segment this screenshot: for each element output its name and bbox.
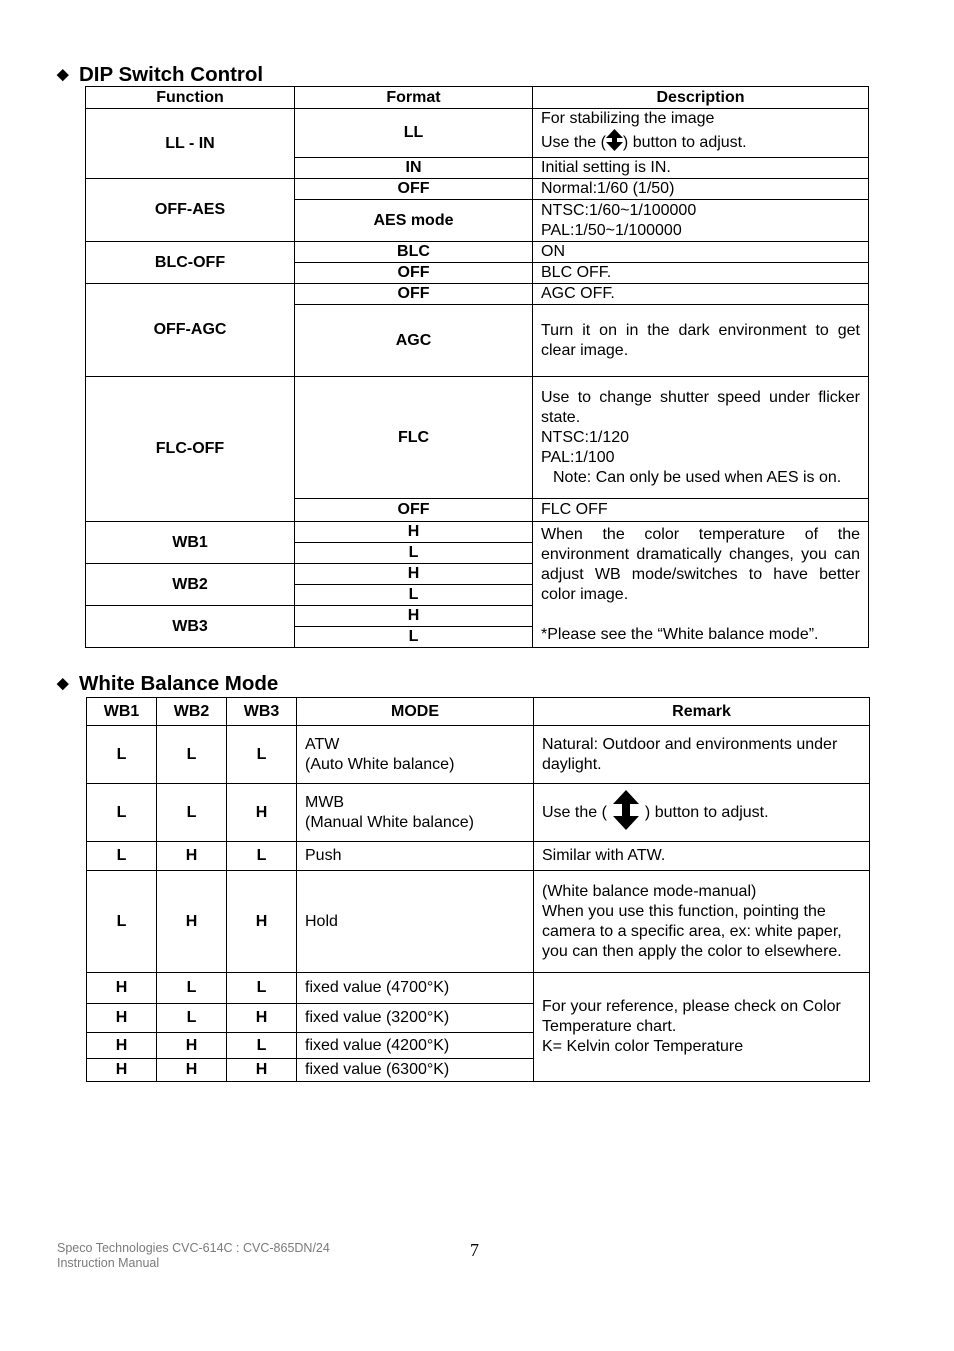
header-mode: MODE bbox=[297, 698, 534, 726]
remark-a: Use the ( bbox=[542, 803, 607, 821]
format-wb1-l: L bbox=[295, 543, 533, 564]
mode-desc: (Auto White balance) bbox=[305, 755, 455, 773]
cell-mode: fixed value (4700°K) bbox=[297, 973, 534, 1004]
dip-title-text: DIP Switch Control bbox=[79, 63, 264, 86]
header-remark: Remark bbox=[534, 698, 870, 726]
format-aes-mode: AES mode bbox=[295, 200, 533, 242]
desc-aes-pal: PAL:1/50~1/100000 bbox=[541, 221, 682, 239]
format-agc-off: OFF bbox=[295, 284, 533, 305]
function-off-agc: OFF-AGC bbox=[86, 284, 295, 377]
mode-name: MWB bbox=[305, 793, 345, 811]
cell-remark: Natural: Outdoor and environments under daylight. bbox=[534, 726, 870, 784]
cell-wb3: L bbox=[227, 1033, 297, 1059]
cell-wb3: L bbox=[227, 973, 297, 1004]
dip-section-title bbox=[57, 63, 263, 87]
cell-mode bbox=[297, 726, 534, 784]
desc-aes-mode bbox=[533, 200, 869, 242]
format-wb1-h: H bbox=[295, 522, 533, 543]
cell-wb3: H bbox=[227, 784, 297, 842]
table-row bbox=[87, 842, 870, 871]
table-row bbox=[87, 726, 870, 784]
desc-flc-line3: PAL:1/100 bbox=[541, 448, 615, 466]
wbm-section-title bbox=[57, 672, 278, 696]
cell-wb1: L bbox=[87, 871, 157, 973]
remark-fixed-line1: For your reference, please check on Color Temperature chart. bbox=[542, 998, 841, 1035]
cell-mode: fixed value (4200°K) bbox=[297, 1033, 534, 1059]
remark-b: ) button to adjust. bbox=[644, 803, 769, 821]
desc-ll-line2 bbox=[541, 129, 860, 157]
desc-ll bbox=[533, 109, 869, 158]
cell-wb1: H bbox=[87, 973, 157, 1004]
footer-company: Speco Technologies CVC-614C : CVC-865DN/24 bbox=[57, 1241, 330, 1255]
table-row bbox=[87, 973, 870, 1004]
desc-flc-line2: NTSC:1/120 bbox=[541, 428, 630, 446]
format-wb3-l: L bbox=[295, 627, 533, 648]
format-agc: AGC bbox=[295, 305, 533, 377]
cell-wb3: L bbox=[227, 842, 297, 871]
header-format: Format bbox=[295, 87, 533, 109]
cell-mode: fixed value (6300°K) bbox=[297, 1059, 534, 1082]
cell-wb1: H bbox=[87, 1004, 157, 1033]
format-in: IN bbox=[295, 158, 533, 179]
cell-wb1: L bbox=[87, 784, 157, 842]
cell-mode: fixed value (3200°K) bbox=[297, 1004, 534, 1033]
desc-agc-off: AGC OFF. bbox=[533, 284, 869, 305]
mode-name: ATW bbox=[305, 735, 340, 753]
cell-remark: Similar with ATW. bbox=[534, 842, 870, 871]
format-ll: LL bbox=[295, 109, 533, 158]
cell-wb2: H bbox=[157, 842, 227, 871]
mode-desc: (Manual White balance) bbox=[305, 813, 474, 831]
cell-wb1: L bbox=[87, 842, 157, 871]
desc-blc-off: BLC OFF. bbox=[533, 263, 869, 284]
table-header-row bbox=[87, 698, 870, 726]
footer-manual: Instruction Manual bbox=[57, 1256, 160, 1270]
white-balance-table bbox=[86, 697, 870, 1082]
table-header-row bbox=[86, 87, 869, 109]
cell-remark-fixed bbox=[534, 973, 870, 1082]
cell-wb2: L bbox=[157, 784, 227, 842]
table-row bbox=[86, 179, 869, 200]
desc-ll-line2-a: Use the ( bbox=[541, 134, 606, 152]
header-wb2: WB2 bbox=[157, 698, 227, 726]
format-blc-off: OFF bbox=[295, 263, 533, 284]
function-ll-in: LL - IN bbox=[86, 109, 295, 179]
table-row bbox=[86, 522, 869, 543]
format-wb3-h: H bbox=[295, 606, 533, 627]
cell-wb2: L bbox=[157, 1004, 227, 1033]
header-function: Function bbox=[86, 87, 295, 109]
diamond-bullet-icon: ◆ bbox=[57, 66, 69, 83]
cell-wb2: H bbox=[157, 1059, 227, 1082]
function-blc-off: BLC-OFF bbox=[86, 242, 295, 284]
table-row bbox=[87, 784, 870, 842]
function-wb3: WB3 bbox=[86, 606, 295, 648]
desc-ll-line1: For stabilizing the image bbox=[541, 110, 715, 127]
cell-mode bbox=[297, 784, 534, 842]
format-wb2-h: H bbox=[295, 564, 533, 585]
function-wb2: WB2 bbox=[86, 564, 295, 606]
desc-off-aes: Normal:1/60 (1/50) bbox=[533, 179, 869, 200]
up-down-arrow-icon bbox=[606, 129, 623, 157]
function-wb1: WB1 bbox=[86, 522, 295, 564]
desc-blc: ON bbox=[533, 242, 869, 263]
page-number: 7 bbox=[470, 1240, 479, 1260]
remark-line1: (White balance mode-manual) bbox=[542, 882, 757, 900]
cell-mode: Push bbox=[297, 842, 534, 871]
desc-flc-line1: Use to change shutter speed under flicker state. bbox=[541, 388, 860, 426]
header-wb3: WB3 bbox=[227, 698, 297, 726]
function-off-aes: OFF-AES bbox=[86, 179, 295, 242]
cell-mode: Hold bbox=[297, 871, 534, 973]
header-description: Description bbox=[533, 87, 869, 109]
remark-line2: When you use this function, pointing the camera to a specific area, ex: white paper, you can then apply the color to elsewhere. bbox=[542, 902, 842, 960]
cell-wb2: H bbox=[157, 871, 227, 973]
desc-wb bbox=[533, 522, 869, 648]
desc-wb-line1: When the color temperature of the environment dramatically changes, you can adjust WB mode/switches to have better color image. bbox=[541, 525, 860, 603]
desc-in: Initial setting is IN. bbox=[533, 158, 869, 179]
desc-flc-off: FLC OFF bbox=[533, 499, 869, 522]
function-flc-off: FLC-OFF bbox=[86, 377, 295, 522]
format-blc: BLC bbox=[295, 242, 533, 263]
desc-flc bbox=[533, 377, 869, 499]
cell-wb3: H bbox=[227, 871, 297, 973]
table-row bbox=[86, 242, 869, 263]
format-off: OFF bbox=[295, 179, 533, 200]
table-row bbox=[87, 871, 870, 973]
desc-aes-ntsc: NTSC:1/60~1/100000 bbox=[541, 201, 697, 219]
cell-wb1: L bbox=[87, 726, 157, 784]
cell-remark bbox=[534, 784, 870, 842]
cell-wb2: L bbox=[157, 726, 227, 784]
cell-wb3: L bbox=[227, 726, 297, 784]
remark-fixed-line2: K= Kelvin color Temperature bbox=[542, 1038, 744, 1055]
cell-wb1: H bbox=[87, 1033, 157, 1059]
format-flc: FLC bbox=[295, 377, 533, 499]
dip-switch-table bbox=[85, 86, 869, 648]
desc-ll-line2-b: ) button to adjust. bbox=[622, 134, 747, 152]
cell-wb2: H bbox=[157, 1033, 227, 1059]
desc-wb-line2: *Please see the “White balance mode”. bbox=[541, 625, 819, 643]
wbm-title-text: White Balance Mode bbox=[79, 672, 279, 695]
up-down-arrow-icon bbox=[613, 790, 639, 836]
table-row bbox=[86, 109, 869, 158]
table-row bbox=[86, 377, 869, 499]
format-wb2-l: L bbox=[295, 585, 533, 606]
cell-wb3: H bbox=[227, 1004, 297, 1033]
cell-remark bbox=[534, 871, 870, 973]
diamond-bullet-icon: ◆ bbox=[57, 675, 69, 692]
format-flc-off: OFF bbox=[295, 499, 533, 522]
desc-flc-note: Note: Can only be used when AES is on. bbox=[553, 468, 842, 486]
cell-wb2: L bbox=[157, 973, 227, 1004]
desc-agc: Turn it on in the dark environment to get clear image. bbox=[533, 305, 869, 377]
cell-wb1: H bbox=[87, 1059, 157, 1082]
header-wb1: WB1 bbox=[87, 698, 157, 726]
cell-wb3: H bbox=[227, 1059, 297, 1082]
footer bbox=[57, 1241, 330, 1271]
table-row bbox=[86, 284, 869, 305]
